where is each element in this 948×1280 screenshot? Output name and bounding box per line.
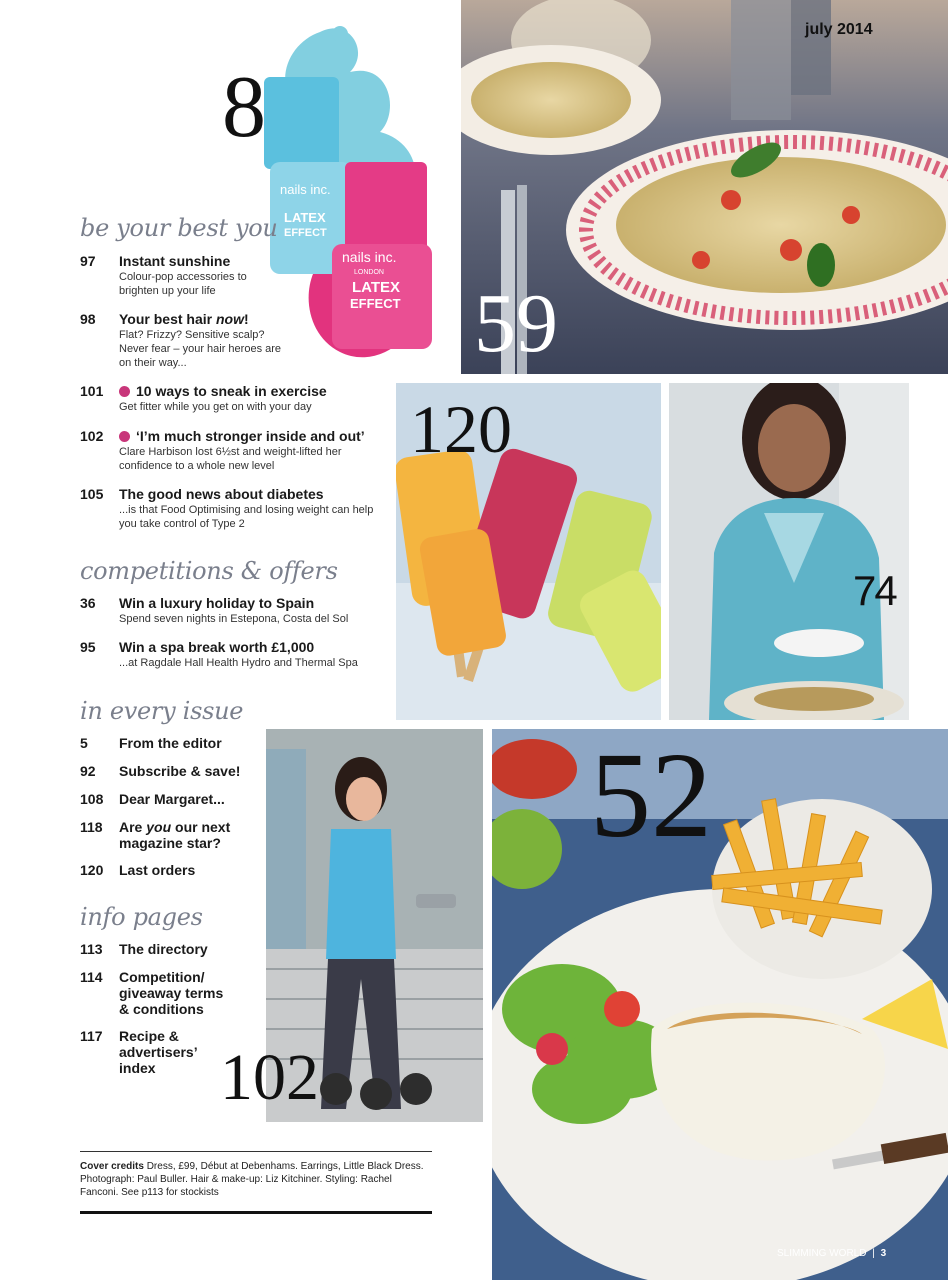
item-title	[119, 819, 239, 851]
blue-polish-line1: LATEX	[284, 210, 326, 225]
pink-polish-line1: LATEX	[352, 279, 401, 296]
item-title-emphasis: now	[215, 311, 244, 327]
item-title: Win a luxury holiday to Spain	[119, 595, 315, 611]
section-title-best-you: be your best you	[80, 214, 278, 242]
footer-magazine-name: SLIMMING WORLD	[777, 1248, 867, 1259]
item-title	[119, 428, 389, 444]
item-title-emphasis: you	[146, 819, 172, 835]
pink-polish-sub: LONDON	[354, 269, 384, 276]
cover-credits-label: Cover credits	[80, 1161, 144, 1172]
page-number-74: 74	[853, 567, 896, 614]
blue-polish-brand: nails inc.	[280, 182, 331, 197]
item-title: Subscribe & save!	[119, 763, 241, 779]
item-title: Win a spa break worth £1,000	[119, 639, 315, 655]
item-page-number: 98	[80, 311, 96, 327]
fish-and-chips-photo	[492, 729, 948, 1280]
item-title: From the editor	[119, 735, 222, 751]
item-page-number: 113	[80, 941, 103, 957]
page-footer	[777, 1248, 886, 1259]
item-description: Clare Harbison lost 6½st and weight-lifted her confidence to a whole new level	[119, 446, 342, 472]
item-description: ...is that Food Optimising and losing weight can help you take control of Type 2	[119, 504, 374, 530]
item-description: ...at Ragdale Hall Health Hydro and Thermal Spa	[119, 657, 358, 669]
item-description: Colour-pop accessories to brighten up your life	[119, 271, 247, 297]
item-title-part: !	[243, 311, 249, 327]
bullet-dot-icon	[119, 431, 130, 442]
item-page-number: 97	[80, 253, 96, 269]
item-description: Flat? Frizzy? Sensitive scalp? Never fear – your hair heroes are on their way...	[119, 329, 282, 369]
item-title-text: 10 ways to sneak in exercise	[136, 383, 327, 399]
section-title-info-pages: info pages	[80, 903, 203, 931]
item-page-number: 36	[80, 595, 96, 611]
item-title: Competition/ giveaway terms & conditions	[119, 969, 224, 1017]
item-page-number: 108	[80, 791, 104, 807]
item-page-number: 101	[80, 383, 104, 399]
item-title: Instant sunshine	[119, 253, 231, 269]
item-title: Dear Margaret...	[119, 791, 225, 807]
woman-eating-illustration	[669, 383, 909, 720]
item-title-part: Are	[119, 819, 147, 835]
item-page-number: 95	[80, 639, 96, 655]
item-title: Recipe & advertisers’ index	[119, 1028, 197, 1076]
section-title-every-issue: in every issue	[80, 697, 244, 725]
item-page-number: 92	[80, 763, 96, 779]
woman-eating-photo	[669, 383, 909, 720]
page-number-8: 8	[222, 59, 266, 156]
bullet-dot-icon	[119, 386, 130, 397]
cover-credits-text: Dress, £99, Début at Debenhams. Earrings, Little Black Dress. Photograph: Paul Buller. Hair & make-up: Liz Kitchiner. Styling: Rachel Fanconi. See p113 for stockists	[80, 1161, 424, 1198]
item-page-number: 117	[80, 1028, 103, 1044]
blue-polish-line2: EFFECT	[284, 227, 327, 239]
item-title	[119, 383, 389, 399]
issue-date: july 2014	[805, 21, 873, 38]
item-description: Spend seven nights in Estepona, Costa del Sol	[119, 613, 349, 625]
item-page-number: 105	[80, 486, 104, 502]
item-title: The directory	[119, 941, 208, 957]
page-number-102: 102	[220, 1041, 319, 1114]
item-page-number: 118	[80, 819, 103, 835]
item-page-number: 5	[80, 735, 88, 751]
section-title-competitions: competitions & offers	[80, 557, 338, 585]
item-title-text: ‘I’m much stronger inside and out’	[136, 428, 365, 444]
page-number-52: 52	[590, 728, 712, 863]
item-title: Last orders	[119, 862, 196, 878]
item-title-part: our next magazine star?	[119, 819, 231, 851]
item-description: Get fitter while you get on with your day	[119, 401, 312, 413]
item-title	[119, 311, 389, 327]
pink-polish-line2: EFFECT	[350, 296, 401, 311]
item-page-number: 114	[80, 969, 103, 985]
pink-polish-brand: nails inc.	[342, 249, 397, 265]
fish-and-chips-illustration	[492, 729, 948, 1280]
item-page-number: 102	[80, 428, 104, 444]
footer-page-number: 3	[880, 1248, 887, 1259]
page-number-120: 120	[410, 391, 512, 467]
item-title-part: Your best hair	[119, 311, 216, 327]
item-page-number: 120	[80, 862, 104, 878]
page-number-59: 59	[474, 277, 558, 370]
cover-credits	[80, 1151, 432, 1214]
item-title: The good news about diabetes	[119, 486, 324, 502]
footer-divider: |	[872, 1248, 875, 1259]
